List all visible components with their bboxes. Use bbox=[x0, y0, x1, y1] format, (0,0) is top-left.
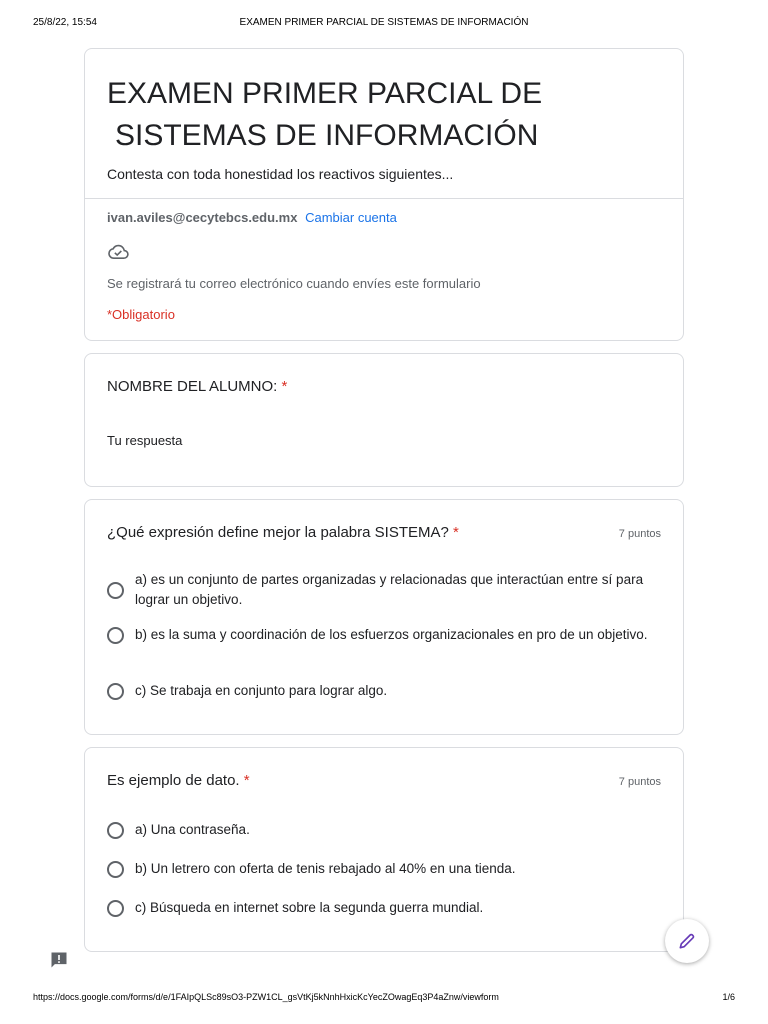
form-header-card bbox=[84, 48, 684, 341]
question-title bbox=[107, 524, 459, 541]
radio-option-c[interactable] bbox=[107, 681, 663, 701]
question-points: 7 puntos bbox=[618, 776, 661, 788]
form-title-line1: EXAMEN PRIMER PARCIAL DE bbox=[107, 77, 543, 110]
question-title bbox=[107, 772, 250, 789]
question-title-text: Es ejemplo de dato. bbox=[107, 772, 240, 789]
switch-account-link[interactable]: Cambiar cuenta bbox=[305, 210, 397, 225]
option-label: c) Se trabaja en conjunto para lograr algo. bbox=[135, 683, 388, 698]
answer-input[interactable]: Tu respuesta bbox=[107, 433, 183, 448]
question-points: 7 puntos bbox=[618, 528, 661, 540]
required-note: *Obligatorio bbox=[107, 307, 175, 322]
question-title-text: ¿Qué expresión define mejor la palabra SISTEMA? bbox=[107, 524, 449, 541]
radio-button[interactable] bbox=[107, 900, 124, 917]
radio-button[interactable] bbox=[107, 683, 124, 700]
option-label: b) es la suma y coordinación de los esfuerzos organizacionales en pro de un objetivo. bbox=[135, 627, 648, 642]
pencil-icon bbox=[677, 931, 697, 951]
account-row bbox=[107, 210, 397, 225]
question-card-sistema bbox=[84, 499, 684, 735]
radio-button[interactable] bbox=[107, 822, 124, 839]
radio-option-b[interactable] bbox=[107, 625, 663, 645]
print-url: https://docs.google.com/forms/d/e/1FAIpQLSc89sO3-PZW1CL_gsVtKj5kNnhHxicKcYecZOwagEq3P4aZnw/viewform bbox=[33, 992, 499, 1002]
option-label: a) es un conjunto de partes organizadas y relacionadas que interactúan entre sí para lograr un objetivo. bbox=[135, 572, 644, 607]
radio-button[interactable] bbox=[107, 861, 124, 878]
question-title-text: NOMBRE DEL ALUMNO: bbox=[107, 378, 278, 395]
required-asterisk: * bbox=[243, 772, 250, 789]
required-asterisk: * bbox=[453, 524, 459, 541]
question-card-dato bbox=[84, 747, 684, 952]
print-title: EXAMEN PRIMER PARCIAL DE SISTEMAS DE INFORMACIÓN bbox=[239, 17, 529, 28]
divider bbox=[85, 198, 683, 199]
radio-option-b[interactable] bbox=[107, 859, 663, 879]
radio-button[interactable] bbox=[107, 582, 124, 599]
question-card-name bbox=[84, 353, 684, 487]
form-description: Contesta con toda honestidad los reactivos siguientes... bbox=[107, 166, 454, 182]
feedback-icon[interactable] bbox=[49, 950, 69, 970]
print-footer bbox=[33, 992, 735, 1006]
form-title bbox=[107, 73, 577, 157]
option-label: c) Búsqueda en internet sobre la segunda guerra mundial. bbox=[135, 900, 484, 915]
form-title-line2: SISTEMAS DE INFORMACIÓN bbox=[115, 119, 539, 152]
option-label: a) Una contraseña. bbox=[135, 822, 250, 837]
radio-option-c[interactable] bbox=[107, 898, 663, 918]
print-header bbox=[33, 17, 735, 31]
print-date: 25/8/22, 15:54 bbox=[33, 17, 97, 28]
cloud-check-icon bbox=[107, 242, 129, 260]
radio-button[interactable] bbox=[107, 627, 124, 644]
question-title bbox=[107, 378, 287, 395]
required-asterisk: * bbox=[281, 378, 288, 395]
record-email-note: Se registrará tu correo electrónico cuando envíes este formulario bbox=[107, 276, 481, 291]
option-label: b) Un letrero con oferta de tenis rebajado al 40% en una tienda. bbox=[135, 861, 516, 876]
account-email: ivan.aviles@cecytebcs.edu.mx bbox=[107, 210, 298, 225]
radio-option-a[interactable] bbox=[107, 570, 663, 610]
radio-option-a[interactable] bbox=[107, 820, 663, 840]
edit-fab-button[interactable] bbox=[665, 919, 709, 963]
print-page-number: 1/6 bbox=[722, 992, 735, 1002]
